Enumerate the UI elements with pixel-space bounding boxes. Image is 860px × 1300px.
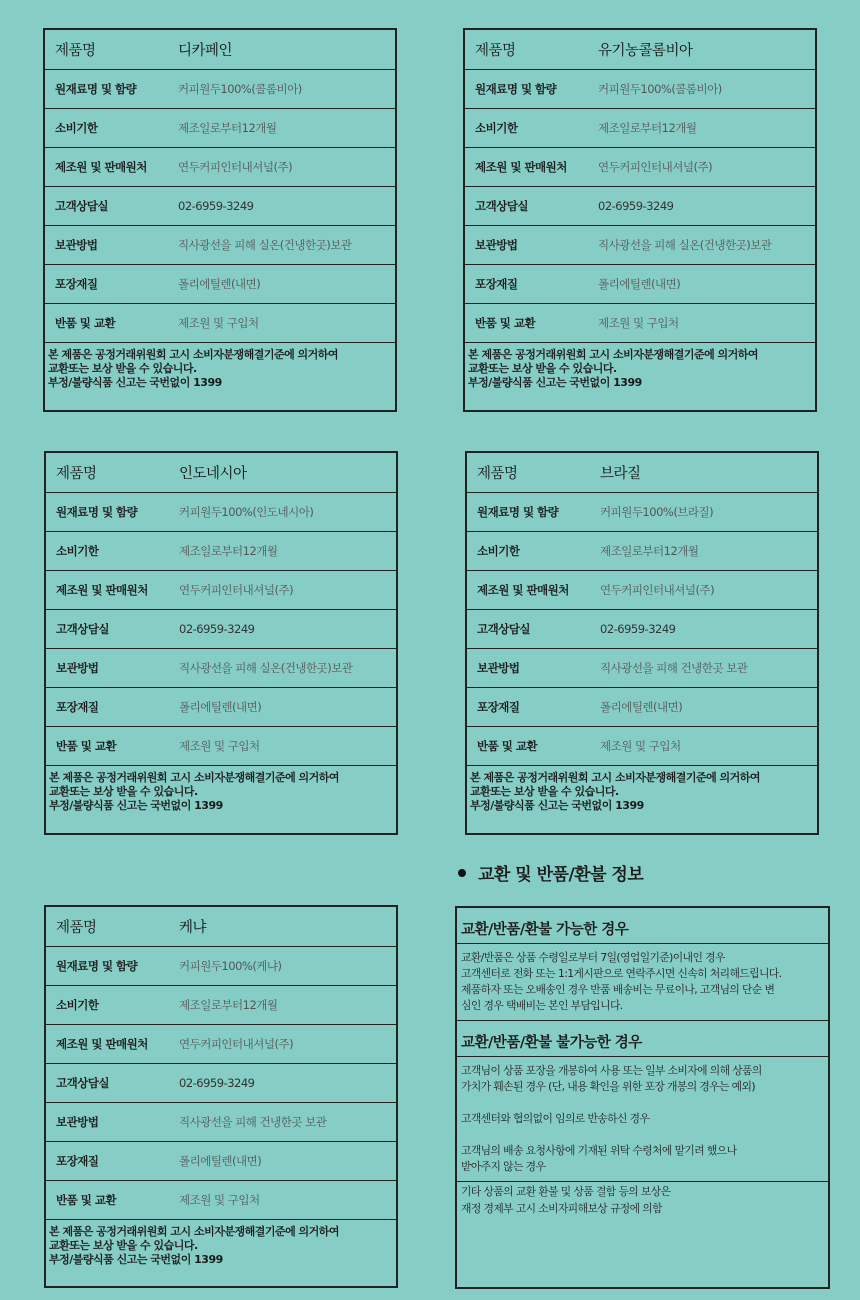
maker-value: 연두커피인터내셔널(주) <box>179 583 294 597</box>
maker-label: 제조원 및 판매원처 <box>475 160 567 174</box>
policy-impossible-body <box>457 1057 828 1181</box>
packaging-value: 폴리에틸렌(내면) <box>178 277 261 291</box>
storage-label: 보관방법 <box>55 238 98 252</box>
storage-row <box>46 1103 396 1142</box>
packaging-row <box>45 265 395 304</box>
notice-line: 부정/불량식품 신고는 국번없이 1399 <box>470 799 644 812</box>
returns-row <box>46 727 396 766</box>
policy-line: 고객님이 상품 포장을 개봉하여 사용 또는 일부 소비자에 의해 상품의 <box>461 1064 762 1077</box>
expiry-value: 제조일로부터12개월 <box>598 121 697 135</box>
maker-row <box>46 1025 396 1064</box>
expiry-label: 소비기한 <box>475 121 518 135</box>
product-card <box>44 451 398 835</box>
notice-line: 본 제품은 공정거래위원회 고시 소비자분쟁해결기준에 의거하여 <box>49 771 340 784</box>
expiry-row <box>45 109 395 148</box>
returns-value: 제조원 및 구입처 <box>600 739 681 753</box>
storage-value: 직사광선을 피해 건냉한곳 보관 <box>179 1115 327 1129</box>
support-label: 고객상담실 <box>475 199 529 213</box>
policy-line: 재정 경제부 고시 소비자피해보상 규정에 의함 <box>461 1202 662 1215</box>
storage-label: 보관방법 <box>56 1115 99 1129</box>
maker-label: 제조원 및 판매원처 <box>55 160 147 174</box>
product-name-label: 제품명 <box>475 43 516 59</box>
notice-line: 교환또는 보상 받을 수 있습니다. <box>468 362 617 375</box>
ingredient-row <box>467 493 817 532</box>
packaging-label: 포장재질 <box>475 277 518 291</box>
expiry-value: 제조일로부터12개월 <box>178 121 277 135</box>
policy-impossible-section <box>457 1021 828 1182</box>
ingredient-value: 커피원두100%(브라질) <box>600 505 714 519</box>
packaging-label: 포장재질 <box>55 277 98 291</box>
notice-line: 부정/불량식품 신고는 국번없이 1399 <box>48 376 222 389</box>
policy-line: 가치가 훼손된 경우 (단, 내용 확인을 위한 포장 개봉의 경우는 예외) <box>461 1080 755 1093</box>
policy-line: 제품하자 또는 오배송인 경우 반품 배송비는 무료이나, 고객님의 단순 변 <box>461 983 775 996</box>
returns-row <box>465 304 815 343</box>
bullet-icon <box>458 869 466 877</box>
ingredient-label: 원재료명 및 함량 <box>475 82 557 96</box>
policy-line: 고객센터와 협의없이 임의로 반송하신 경우 <box>461 1112 650 1125</box>
notice-line: 본 제품은 공정거래위원회 고시 소비자분쟁해결기준에 의거하여 <box>468 348 759 361</box>
storage-label: 보관방법 <box>477 661 520 675</box>
product-name-value: 유기농콜롬비아 <box>598 43 693 59</box>
consumer-notice <box>465 343 815 410</box>
ingredient-label: 원재료명 및 함량 <box>55 82 137 96</box>
returns-label: 반품 및 교환 <box>56 739 117 753</box>
ingredient-row <box>45 70 395 109</box>
packaging-row <box>465 265 815 304</box>
storage-value: 직사광선을 피해 실온(건냉한곳)보관 <box>178 238 352 252</box>
packaging-row <box>46 688 396 727</box>
section-title-text: 교환 및 반품/환불 정보 <box>478 865 644 885</box>
product-name-value: 인도네시아 <box>179 466 247 482</box>
support-row <box>46 610 396 649</box>
policy-line: 받아주지 않는 경우 <box>461 1160 546 1173</box>
product-name-label: 제품명 <box>56 920 97 936</box>
support-label: 고객상담실 <box>477 622 531 636</box>
maker-label: 제조원 및 판매원처 <box>56 583 148 597</box>
packaging-row <box>467 688 817 727</box>
notice-line: 부정/불량식품 신고는 국번없이 1399 <box>49 1253 223 1266</box>
notice-line: 부정/불량식품 신고는 국번없이 1399 <box>468 376 642 389</box>
returns-value: 제조원 및 구입처 <box>178 316 259 330</box>
support-label: 고객상담실 <box>55 199 109 213</box>
section-title <box>458 860 643 885</box>
ingredient-label: 원재료명 및 함량 <box>56 505 138 519</box>
support-row <box>467 610 817 649</box>
ingredient-value: 커피원두100%(케냐) <box>179 959 282 973</box>
product-name-row <box>45 30 395 70</box>
expiry-label: 소비기한 <box>56 998 99 1012</box>
consumer-notice <box>45 343 395 410</box>
ingredient-value: 커피원두100%(인도네시아) <box>179 505 314 519</box>
notice-line: 교환또는 보상 받을 수 있습니다. <box>48 362 197 375</box>
consumer-notice <box>467 766 817 833</box>
expiry-row <box>46 532 396 571</box>
returns-label: 반품 및 교환 <box>55 316 116 330</box>
product-name-label: 제품명 <box>56 466 97 482</box>
maker-label: 제조원 및 판매원처 <box>477 583 569 597</box>
support-row <box>46 1064 396 1103</box>
support-value: 02-6959-3249 <box>600 622 676 636</box>
policy-line: 고객님의 배송 요청사항에 기재된 위탁 수령처에 맡기려 했으나 <box>461 1144 737 1157</box>
notice-line: 교환또는 보상 받을 수 있습니다. <box>49 785 198 798</box>
ingredient-row <box>46 493 396 532</box>
policy-line: 기타 상품의 교환 환불 및 상품 결함 등의 보상은 <box>461 1185 671 1198</box>
expiry-label: 소비기한 <box>55 121 98 135</box>
returns-value: 제조원 및 구입처 <box>598 316 679 330</box>
storage-row <box>465 226 815 265</box>
support-label: 고객상담실 <box>56 1076 110 1090</box>
policy-line: 고객센터로 전화 또는 1:1게시판으로 연락주시면 신속히 처리해드립니다. <box>461 967 782 980</box>
policy-possible-section <box>457 908 828 1021</box>
packaging-value: 폴리에틸렌(내면) <box>600 700 683 714</box>
returns-row <box>45 304 395 343</box>
expiry-value: 제조일로부터12개월 <box>179 544 278 558</box>
storage-value: 직사광선을 피해 건냉한곳 보관 <box>600 661 748 675</box>
policy-impossible-title: 교환/반품/환불 불가능한 경우 <box>457 1021 828 1057</box>
storage-value: 직사광선을 피해 실온(건냉한곳)보관 <box>179 661 353 675</box>
packaging-label: 포장재질 <box>56 1154 99 1168</box>
notice-line: 본 제품은 공정거래위원회 고시 소비자분쟁해결기준에 의거하여 <box>49 1225 340 1238</box>
packaging-value: 폴리에틸렌(내면) <box>179 1154 262 1168</box>
expiry-row <box>46 986 396 1025</box>
returns-label: 반품 및 교환 <box>477 739 538 753</box>
maker-row <box>46 571 396 610</box>
product-name-label: 제품명 <box>55 43 96 59</box>
ingredient-row <box>465 70 815 109</box>
notice-line: 부정/불량식품 신고는 국번없이 1399 <box>49 799 223 812</box>
policy-possible-title: 교환/반품/환불 가능한 경우 <box>457 908 828 944</box>
storage-row <box>45 226 395 265</box>
maker-row <box>467 571 817 610</box>
packaging-label: 포장재질 <box>477 700 520 714</box>
ingredient-value: 커피원두100%(콜롬비아) <box>178 82 302 96</box>
policy-possible-body <box>457 944 828 1020</box>
notice-line: 교환또는 보상 받을 수 있습니다. <box>49 1239 198 1252</box>
maker-row <box>45 148 395 187</box>
ingredient-value: 커피원두100%(콜롬비아) <box>598 82 722 96</box>
product-name-row <box>46 907 396 947</box>
support-label: 고객상담실 <box>56 622 110 636</box>
ingredient-label: 원재료명 및 함량 <box>477 505 559 519</box>
returns-label: 반품 및 교환 <box>475 316 536 330</box>
storage-label: 보관방법 <box>475 238 518 252</box>
storage-row <box>46 649 396 688</box>
packaging-row <box>46 1142 396 1181</box>
support-row <box>465 187 815 226</box>
storage-label: 보관방법 <box>56 661 99 675</box>
maker-label: 제조원 및 판매원처 <box>56 1037 148 1051</box>
notice-line: 본 제품은 공정거래위원회 고시 소비자분쟁해결기준에 의거하여 <box>470 771 761 784</box>
returns-row <box>46 1181 396 1220</box>
product-name-value: 브라질 <box>600 466 641 482</box>
support-value: 02-6959-3249 <box>179 1076 255 1090</box>
expiry-label: 소비기한 <box>56 544 99 558</box>
notice-line: 본 제품은 공정거래위원회 고시 소비자분쟁해결기준에 의거하여 <box>48 348 339 361</box>
policy-line <box>461 1127 824 1143</box>
policy-line: 심인 경우 택배비는 본인 부담입니다. <box>461 999 623 1012</box>
policy-line <box>461 1095 824 1111</box>
returns-value: 제조원 및 구입처 <box>179 739 260 753</box>
consumer-notice <box>46 766 396 833</box>
packaging-label: 포장재질 <box>56 700 99 714</box>
returns-label: 반품 및 교환 <box>56 1193 117 1207</box>
storage-value: 직사광선을 피해 실온(건냉한곳)보관 <box>598 238 772 252</box>
expiry-value: 제조일로부터12개월 <box>179 998 278 1012</box>
support-value: 02-6959-3249 <box>178 199 254 213</box>
notice-line: 교환또는 보상 받을 수 있습니다. <box>470 785 619 798</box>
product-card <box>44 905 398 1288</box>
consumer-notice <box>46 1220 396 1286</box>
returns-row <box>467 727 817 766</box>
product-name-row <box>465 30 815 70</box>
packaging-value: 폴리에틸렌(내면) <box>179 700 262 714</box>
ingredient-label: 원재료명 및 함량 <box>56 959 138 973</box>
expiry-row <box>467 532 817 571</box>
expiry-value: 제조일로부터12개월 <box>600 544 699 558</box>
return-policy-table <box>455 906 830 1289</box>
expiry-label: 소비기한 <box>477 544 520 558</box>
ingredient-row <box>46 947 396 986</box>
storage-row <box>467 649 817 688</box>
support-value: 02-6959-3249 <box>179 622 255 636</box>
maker-value: 연두커피인터내셔널(주) <box>598 160 713 174</box>
packaging-value: 폴리에틸렌(내면) <box>598 277 681 291</box>
returns-value: 제조원 및 구입처 <box>179 1193 260 1207</box>
product-card <box>43 28 397 412</box>
support-row <box>45 187 395 226</box>
product-card <box>463 28 817 412</box>
maker-row <box>465 148 815 187</box>
policy-line: 교환/반품은 상품 수령일로부터 7일(영업일기준)이내인 경우 <box>461 951 725 964</box>
product-name-value: 케냐 <box>179 920 207 936</box>
product-name-row <box>467 453 817 493</box>
maker-value: 연두커피인터내셔널(주) <box>178 160 293 174</box>
product-card <box>465 451 819 835</box>
maker-value: 연두커피인터내셔널(주) <box>179 1037 294 1051</box>
product-name-value: 디카페인 <box>178 43 233 59</box>
product-name-label: 제품명 <box>477 466 518 482</box>
expiry-row <box>465 109 815 148</box>
support-value: 02-6959-3249 <box>598 199 674 213</box>
policy-other-section <box>457 1182 828 1218</box>
maker-value: 연두커피인터내셔널(주) <box>600 583 715 597</box>
product-name-row <box>46 453 396 493</box>
